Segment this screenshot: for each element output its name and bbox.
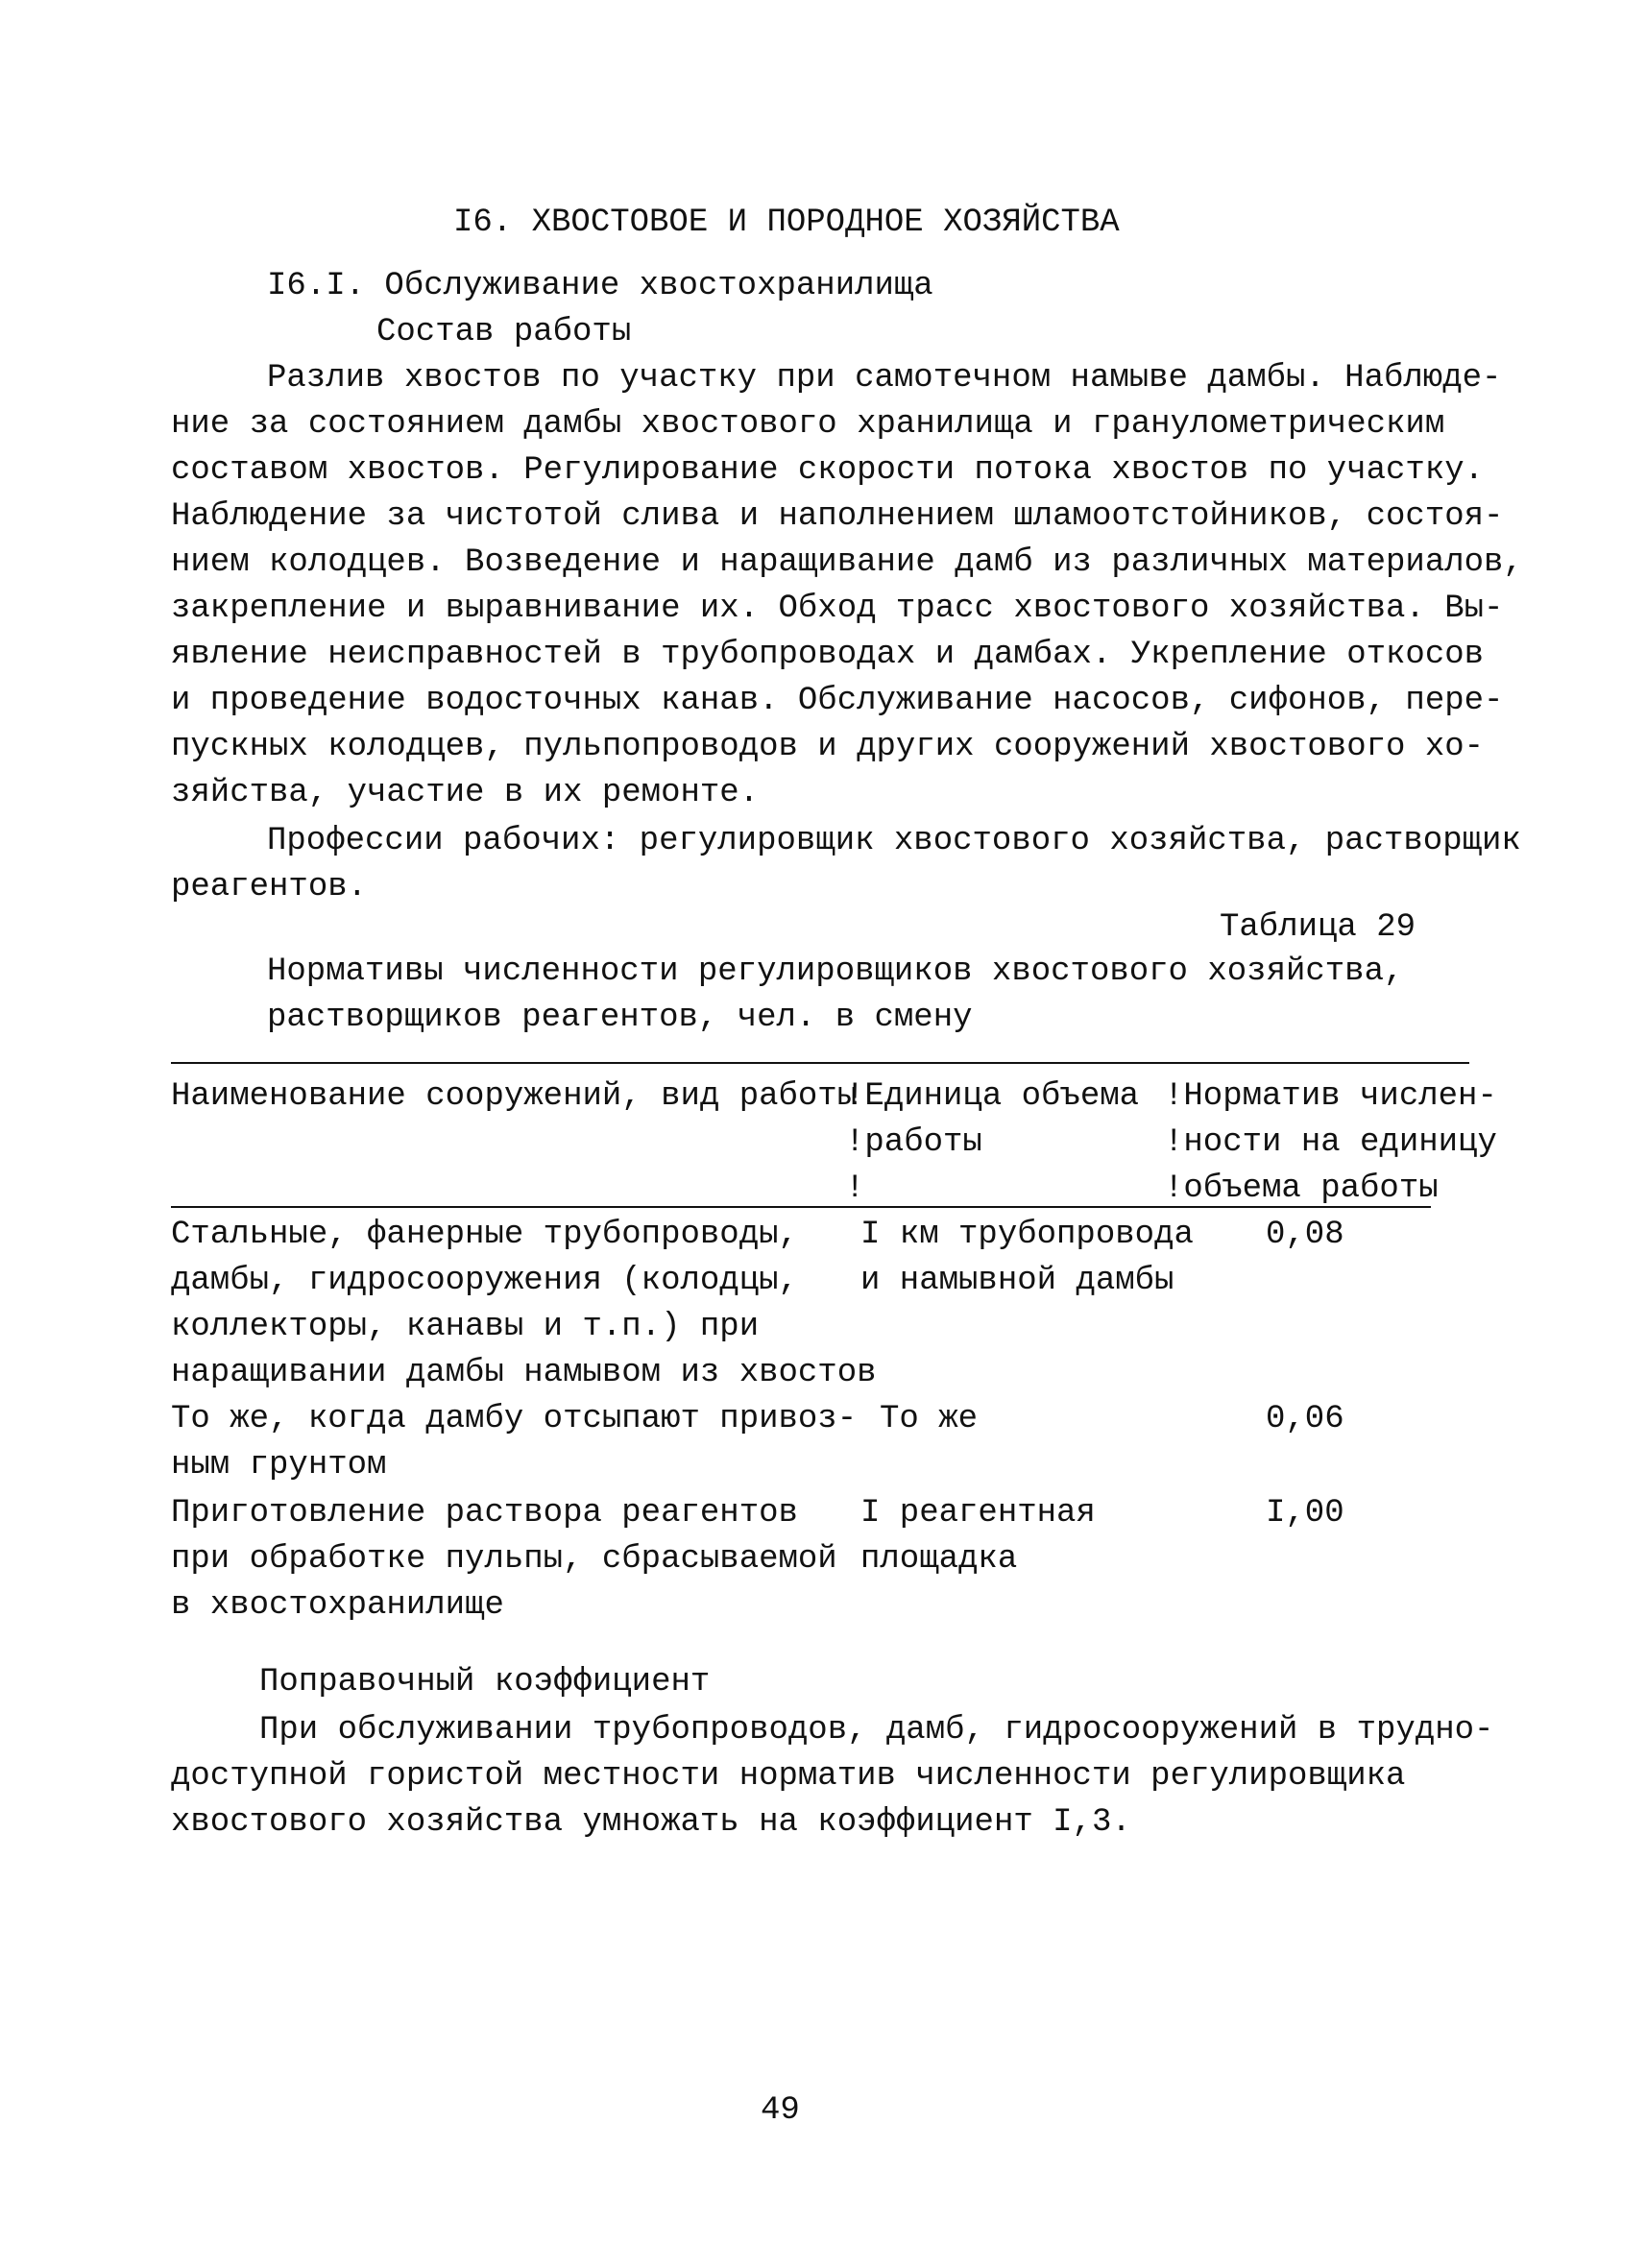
paragraph-line: Наблюдение за чистотой слива и наполнением шламоотстойников, состоя- — [171, 498, 1504, 535]
correction-heading: Поправочный коэффициент — [259, 1664, 711, 1701]
row-unit-line: I реагентная — [860, 1495, 1096, 1532]
paragraph-line: ние за состоянием дамбы хвостового хранилища и гранулометрическим — [171, 406, 1445, 443]
row-unit-line: площадка — [860, 1541, 1018, 1578]
correction-line: хвостового хозяйства умножать на коэффициент I,3. — [171, 1804, 1131, 1841]
paragraph-line: и проведение водосточных канав. Обслуживание насосов, сифонов, пере- — [171, 683, 1504, 719]
row-norm-value: 0,08 — [1266, 1217, 1344, 1253]
section-heading: I6. ХВОСТОВОЕ И ПОРОДНОЕ ХОЗЯЙСТВА — [453, 205, 1120, 241]
row-norm-value: 0,06 — [1266, 1401, 1344, 1437]
table-header-rule — [171, 1206, 1431, 1208]
header-name-column: Наименование сооружений, вид работы — [171, 1078, 858, 1115]
header-unit-column: !работы — [845, 1124, 982, 1161]
correction-line: доступной гористой местности норматив численности регулировщика — [171, 1758, 1406, 1795]
row-name-line: Стальные, фанерные трубопроводы, — [171, 1217, 798, 1253]
row-norm-value: I,00 — [1266, 1495, 1344, 1532]
paragraph-line: нием колодцев. Возведение и наращивание дамб из различных материалов, — [171, 544, 1523, 581]
paragraph-line: пускных колодцев, пульпопроводов и других сооружений хвостового хо- — [171, 729, 1485, 765]
row-unit-line: и намывной дамбы — [860, 1263, 1174, 1299]
row-name-line: ным грунтом — [171, 1447, 387, 1484]
work-content-heading: Состав работы — [376, 314, 632, 350]
paragraph-line: составом хвостов. Регулирование скорости потока хвостов по участку. — [171, 452, 1485, 489]
page-number: 49 — [761, 2092, 800, 2129]
row-name-line: Приготовление раствора реагентов — [171, 1495, 798, 1532]
header-norm-column: !Норматив числен- — [1164, 1078, 1497, 1115]
paragraph-line: явление неисправностей в трубопроводах и дамбах. Укрепление откосов — [171, 637, 1485, 673]
row-unit-line: I км трубопровода — [860, 1217, 1194, 1253]
table-title-line: растворщиков реагентов, чел. в смену — [267, 1000, 973, 1036]
paragraph-line: Разлив хвостов по участку при самотечном намыве дамбы. Наблюде- — [267, 360, 1502, 397]
professions-line: Профессии рабочих: регулировщик хвостового хозяйства, растворщик — [267, 823, 1521, 859]
header-norm-column: !ности на единицу — [1164, 1124, 1497, 1161]
header-unit-column: ! — [845, 1170, 865, 1207]
table-top-rule — [171, 1062, 1469, 1064]
correction-line: При обслуживании трубопроводов, дамб, гидросооружений в трудно- — [259, 1712, 1494, 1749]
paragraph-line: зяйства, участие в их ремонте. — [171, 775, 760, 811]
row-name-line: наращивании дамбы намывом из хвостов — [171, 1355, 877, 1391]
row-name-line: То же, когда дамбу отсыпают привоз- — [171, 1401, 858, 1437]
header-norm-column: !объема работы — [1164, 1170, 1439, 1207]
table-title-line: Нормативы численности регулировщиков хвостового хозяйства, — [267, 953, 1404, 990]
table-label: Таблица 29 — [1220, 909, 1416, 946]
row-name-line: дамбы, гидросооружения (колодцы, — [171, 1263, 798, 1299]
subsection-heading: I6.I. Обслуживание хвостохранилища — [267, 268, 933, 304]
professions-line: реагентов. — [171, 869, 368, 905]
row-name-line: при обработке пульпы, сбрасываемой — [171, 1541, 837, 1578]
row-unit-line: То же — [880, 1401, 979, 1437]
row-name-line: коллекторы, канавы и т.п.) при — [171, 1309, 760, 1345]
paragraph-line: закрепление и выравнивание их. Обход трасс хвостового хозяйства. Вы- — [171, 591, 1504, 627]
row-name-line: в хвостохранилище — [171, 1587, 504, 1624]
header-unit-column: !Единица объема — [845, 1078, 1140, 1115]
